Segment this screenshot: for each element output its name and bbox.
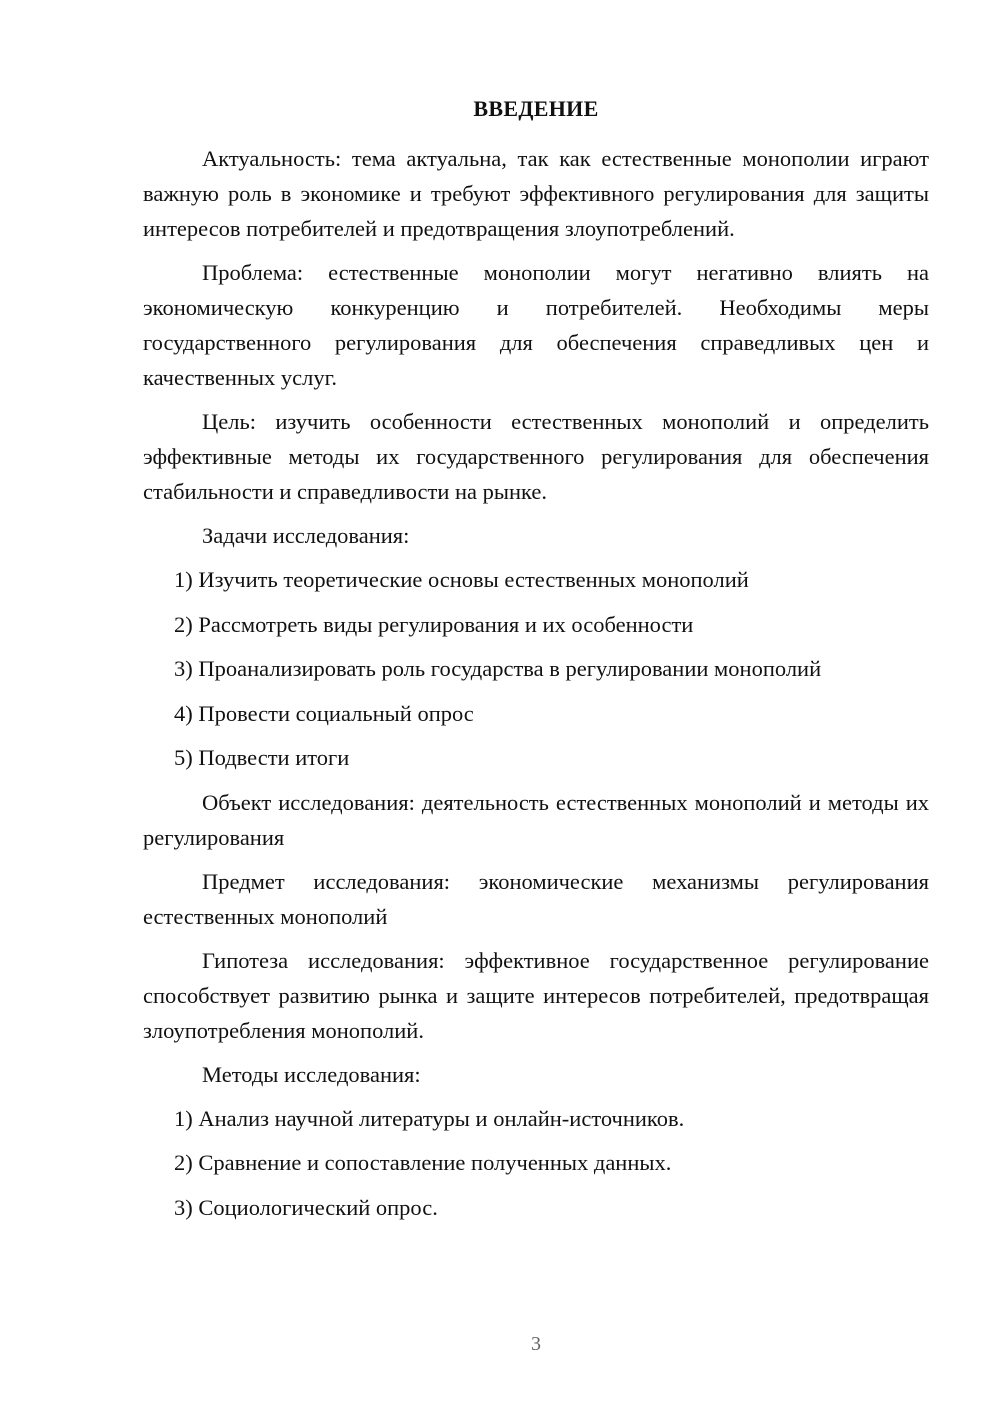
tasks-list	[143, 562, 929, 775]
document-body	[143, 141, 929, 1234]
problem-paragraph: Проблема: естественные монополии могут негативно влиять на экономическую конкуренцию и потребителей. Необходимы меры государственного регулирования для обеспечения справедливых цен и качественных услуг.	[143, 260, 929, 390]
relevance-paragraph: Актуальность: тема актуальна, так как естественные монополии играют важную роль в экономике и требуют эффективного регулирования для защиты интересов потребителей и предотвращения злоупотреблений.	[143, 146, 929, 241]
hypothesis-paragraph: Гипотеза исследования: эффективное государственное регулирование способствует развитию рынка и защите интересов потребителей, предотвращая злоупотребления монополий.	[143, 947, 929, 1043]
methods-heading: Методы исследования:	[202, 1061, 421, 1087]
method-item-1: 1) Анализ научной литературы и онлайн-источников.	[174, 1105, 685, 1131]
methods-list	[143, 1101, 929, 1225]
section-title: ВВЕДЕНИЕ	[473, 96, 599, 121]
method-item-2: 2) Сравнение и сопоставление полученных данных.	[174, 1150, 672, 1175]
object-paragraph: Объект исследования: деятельность естественных монополий и методы их регулирования	[143, 789, 929, 850]
task-item-2: 2) Рассмотреть виды регулирования и их особенности	[174, 611, 694, 637]
page-number: 3	[531, 1333, 541, 1355]
goal-paragraph: Цель: изучить особенности естественных монополий и определить эффективные методы их государственного регулирования для обеспечения стабильности и справедливости на рынке.	[143, 409, 929, 504]
task-item-4: 4) Провести социальный опрос	[174, 700, 474, 726]
method-item-3: 3) Социологический опрос.	[174, 1194, 438, 1220]
tasks-heading: Задачи исследования:	[202, 523, 410, 548]
task-item-5: 5) Подвести итоги	[174, 745, 350, 770]
task-item-1: 1) Изучить теоретические основы естественных монополий	[174, 567, 749, 592]
subject-paragraph: Предмет исследования: экономические механизмы регулирования естественных монополий	[143, 868, 929, 929]
task-item-3: 3) Проанализировать роль государства в регулировании монополий	[174, 656, 822, 681]
